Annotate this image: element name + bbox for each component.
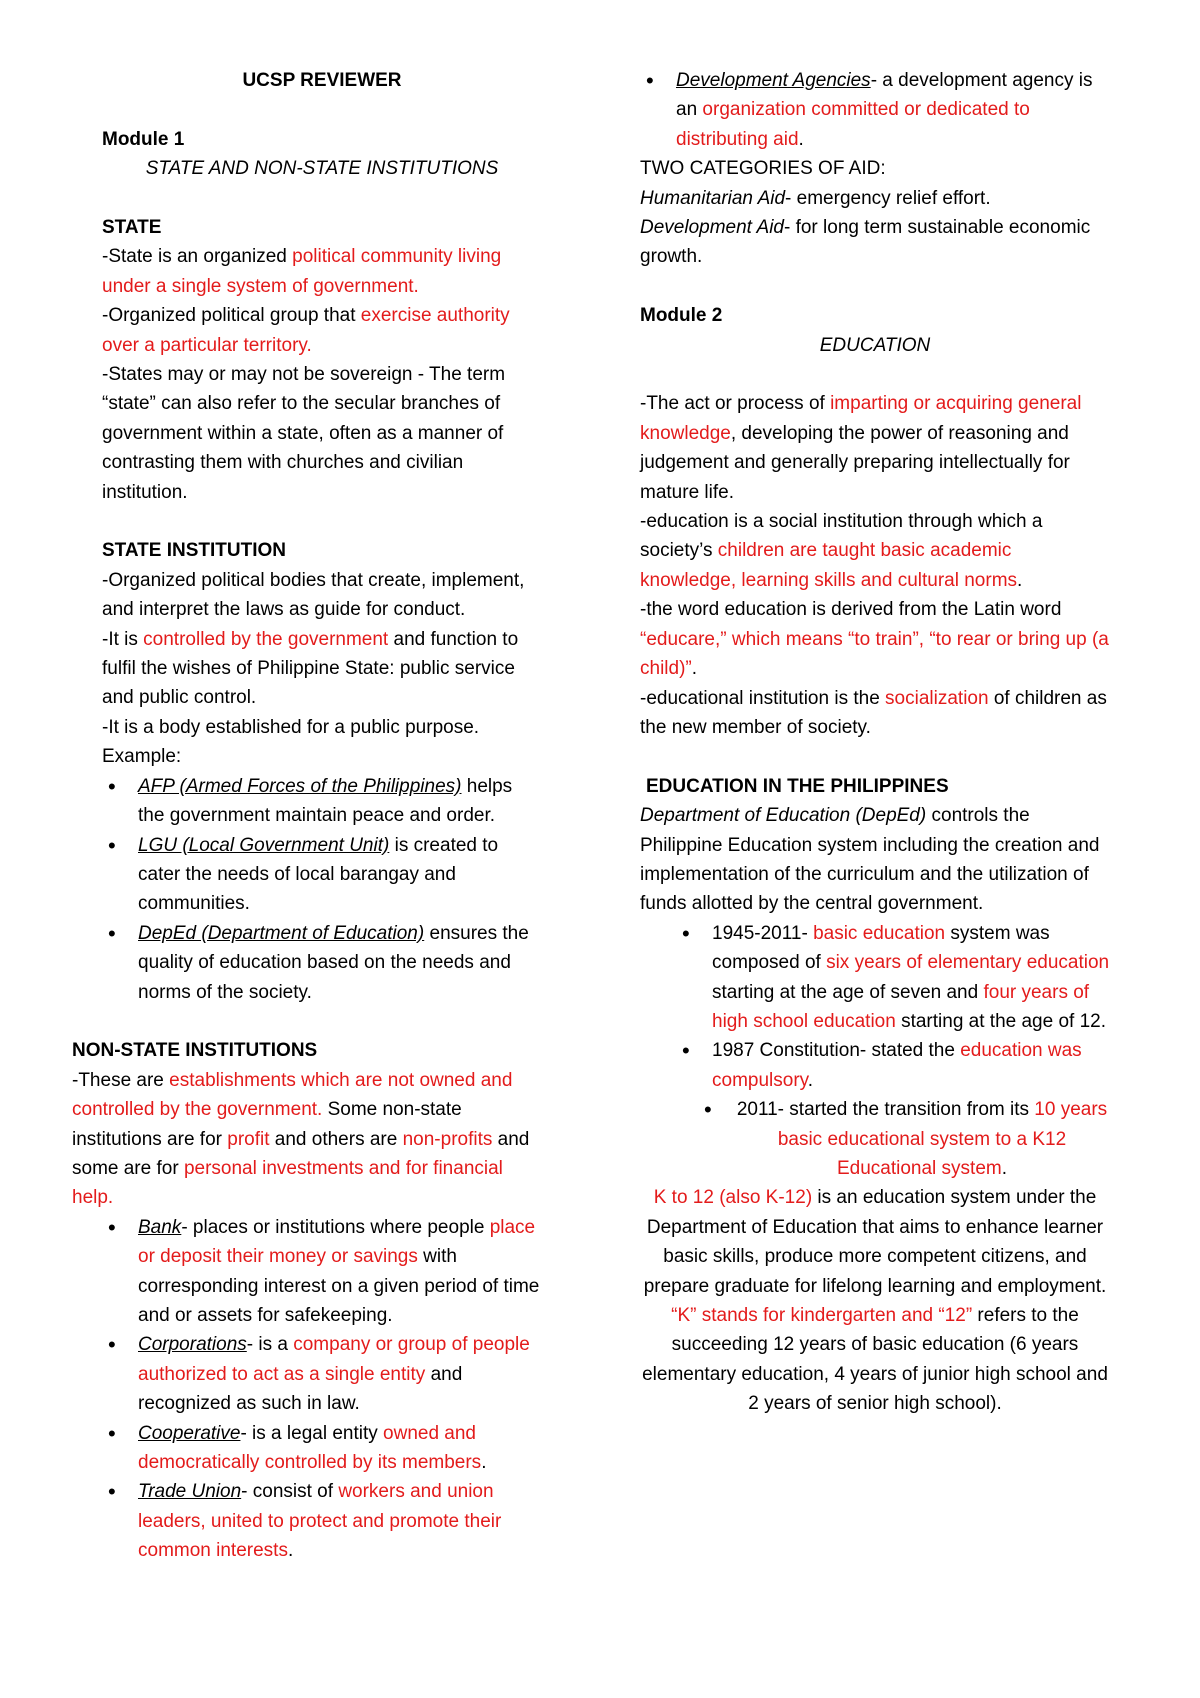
list-item-corporations: • Corporations- is a company or group of people authorized to act as a single entity and recognized as such in law. xyxy=(138,1330,542,1418)
list-item-development-agencies: • Development Agencies- a development agency is an organization committed or dedicated to distributing aid. xyxy=(676,66,1110,154)
list-item: • AFP (Armed Forces of the Philippines) helps the government maintain peace and order. xyxy=(138,772,542,831)
education-history-list xyxy=(640,919,1110,1095)
state-definition: -State is an organized political community living under a single system of government. xyxy=(102,246,502,297)
list-item-bank: • Bank- places or institutions where people place or deposit their money or savings with corresponding interest on a given period of time and or assets for safekeeping. xyxy=(138,1213,542,1331)
education-social-institution: -education is a social institution through which a society’s children are taught basic academic knowledge, learning skills and cultural norms. xyxy=(640,511,1043,591)
list-item-1945-2011: • 1945-2011- basic education system was composed of six years of elementary education starting at the age of seven and four years of high school education starting at the age of 12. xyxy=(712,919,1110,1037)
development-aid: Development Aid- for long term sustainable economic growth. xyxy=(640,217,1091,268)
aid-heading: TWO CATEGORIES OF AID: xyxy=(640,158,886,180)
list-item-cooperative: • Cooperative- is a legal entity owned and democratically controlled by its members. xyxy=(138,1419,542,1478)
humanitarian-aid: Humanitarian Aid- emergency relief effort. xyxy=(640,187,991,209)
module-2-label: Module 2 xyxy=(640,305,723,327)
state-institution-examples xyxy=(102,772,542,1007)
education-transition-list xyxy=(640,1095,1110,1183)
module-1-title: STATE AND NON-STATE INSTITUTIONS xyxy=(145,158,499,180)
document-title: UCSP REVIEWER xyxy=(242,70,402,91)
education-definition: -The act or process of imparting or acquiring general knowledge, developing the power of reasoning and judgement and generally preparing intellectually for mature life. xyxy=(640,393,1082,503)
list-item-2011: • 2011- started the transition from its 10 years basic educational system to a K12 Educational system. xyxy=(734,1095,1110,1183)
list-item: • LGU (Local Government Unit) is created to cater the needs of local barangay and communities. xyxy=(138,831,542,919)
left-column xyxy=(72,66,542,1566)
state-heading: STATE xyxy=(102,217,162,238)
non-state-list xyxy=(102,1213,542,1566)
module-2-title: EDUCATION xyxy=(819,334,931,356)
educational-institution: -educational institution is the socialization of children as the new member of society. xyxy=(640,687,1107,738)
non-state-heading: NON-STATE INSTITUTIONS xyxy=(72,1040,318,1062)
module-1-label: Module 1 xyxy=(102,128,185,150)
example-label: Example: xyxy=(102,746,182,768)
education-etymology: -the word education is derived from the Latin word “educare,” which means “to train”, “to rear or bring up (a child)”. xyxy=(640,599,1109,680)
state-institution-purpose: -It is a body established for a public purpose. xyxy=(102,716,480,738)
deped-paragraph: Department of Education (DepEd) controls the Philippine Education system including the creation and implementation of the curriculum and the utilization of funds allotted by the central government. xyxy=(640,805,1100,915)
education-ph-heading: EDUCATION IN THE PHILIPPINES xyxy=(646,775,949,797)
non-state-definition: -These are establishments which are not owned and controlled by the government. Some non-state institutions are for profit and others are non-profits and some are for personal investments and for financial help. xyxy=(72,1069,530,1209)
k12-paragraph: K to 12 (also K-12) is an education system under the Department of Education that aims to enhance learner basic skills, produce more competent citizens, and prepare graduate for lifelong learning and employment. “K” stands for kindergarten and “12” refers to the succeeding 12 years of basic education (6 years elementary education, 4 years of junior high school and 2 years of senior high school). xyxy=(642,1187,1108,1415)
state-institution-definition: -Organized political bodies that create, implement, and interpret the laws as guide for conduct. xyxy=(102,569,525,621)
right-column xyxy=(640,66,1110,1419)
non-state-list-continued xyxy=(640,66,1110,154)
list-item-1987: • 1987 Constitution- stated the education was compulsory. xyxy=(712,1036,1110,1095)
state-authority: -Organized political group that exercise authority over a particular territory. xyxy=(102,305,510,356)
list-item-trade-union: • Trade Union- consist of workers and union leaders, united to protect and promote their common interests. xyxy=(138,1477,542,1565)
state-institution-control: -It is controlled by the government and function to fulfil the wishes of Philippine State: public service and public control. xyxy=(102,628,519,709)
state-sovereign: -States may or may not be sovereign - The term “state” can also refer to the secular branches of government within a state, often as a manner of contrasting them with churches and civilian institution. xyxy=(102,364,506,503)
list-item: • DepEd (Department of Education) ensures the quality of education based on the needs and norms of the society. xyxy=(138,919,542,1007)
state-institution-heading: STATE INSTITUTION xyxy=(102,540,287,562)
